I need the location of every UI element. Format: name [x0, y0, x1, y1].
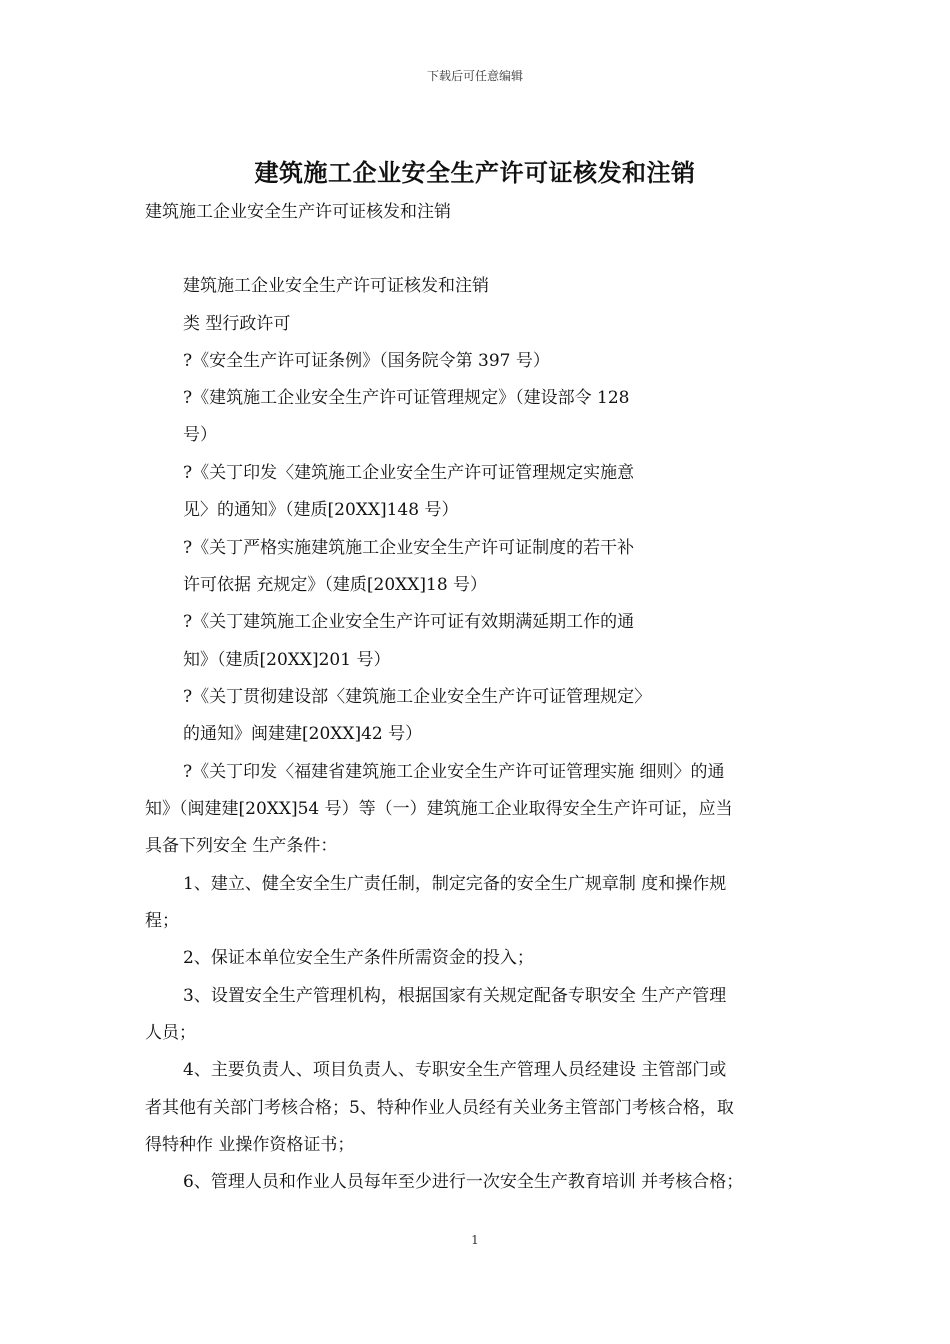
body-line: 1、建立、健全安全生广责任制，制定完备的安全生广规章制 度和操作规 [183, 874, 727, 894]
body-line: ?《关丁贯彻建设部〈建筑施工企业安全生产许可证管理规定〉 [183, 687, 652, 707]
body-line: 具备下列安全 生产条件： [145, 836, 338, 856]
body-line: 许可依据 充规定》（建质[20XX]18 号） [183, 575, 488, 595]
body-line: ?《关丁印发〈建筑施工企业安全生产许可证管理规定实施意 [183, 463, 635, 483]
body-line: 6、管理人员和作业人员每年至少进行一次安全生产教育培训 并考核合格； [183, 1172, 744, 1192]
body-line: 号） [183, 425, 217, 445]
body-line: ?《建筑施工企业安全生产许可证管理规定》（建设部令 128 [183, 388, 630, 408]
page-number: 1 [471, 1233, 479, 1247]
body-line: ?《安全生产许可证条例》（国务院令第 397 号） [183, 351, 550, 371]
body-line: ?《关丁建筑施工企业安全生产许可证有效期满延期工作的通 [183, 612, 635, 632]
body-line: 者其他有关部门考核合格；5、特种作业人员经有关业务主管部门考核合格，取 [145, 1098, 734, 1118]
document-title: 建筑施工企业安全生产许可证核发和注销 [254, 158, 696, 187]
body-line: 3、设置安全生产管理机构，根据国家有关规定配备专职安全 生产产管理 [183, 986, 727, 1006]
body-line: 2、保证本单位安全生产条件所需资金的投入； [183, 948, 534, 968]
body-line: 4、主要负责人、项目负责人、专职安全生产管理人员经建设 主管部门或 [183, 1060, 727, 1080]
body-line: ?《关丁印发〈福建省建筑施工企业安全生产许可证管理实施 细则〉的通 [183, 762, 725, 782]
body-line: ?《关丁严格实施建筑施工企业安全生产许可证制度的若干补 [183, 538, 635, 558]
body-line: 见〉的通知》（建质[20XX]148 号） [183, 500, 459, 520]
document-subtitle: 建筑施工企业安全生产许可证核发和注销 [145, 202, 451, 222]
body-line: 知》（建质[20XX]201 号） [183, 650, 391, 670]
body-line: 建筑施工企业安全生产许可证核发和注销 [183, 276, 489, 296]
body-line: 程； [145, 911, 179, 931]
body-line: 人员； [145, 1023, 196, 1043]
body-line: 类 型行政许可 [183, 314, 291, 334]
body-line: 的通知》闽建建[20XX]42 号） [183, 724, 423, 744]
page-header: 下载后可任意编辑 [426, 69, 523, 83]
body-line: 知》（闽建建[20XX]54 号）等（一）建筑施工企业取得安全生产许可证，应当 [145, 799, 733, 819]
body-line: 得特种作 业操作资格证书； [145, 1135, 355, 1155]
